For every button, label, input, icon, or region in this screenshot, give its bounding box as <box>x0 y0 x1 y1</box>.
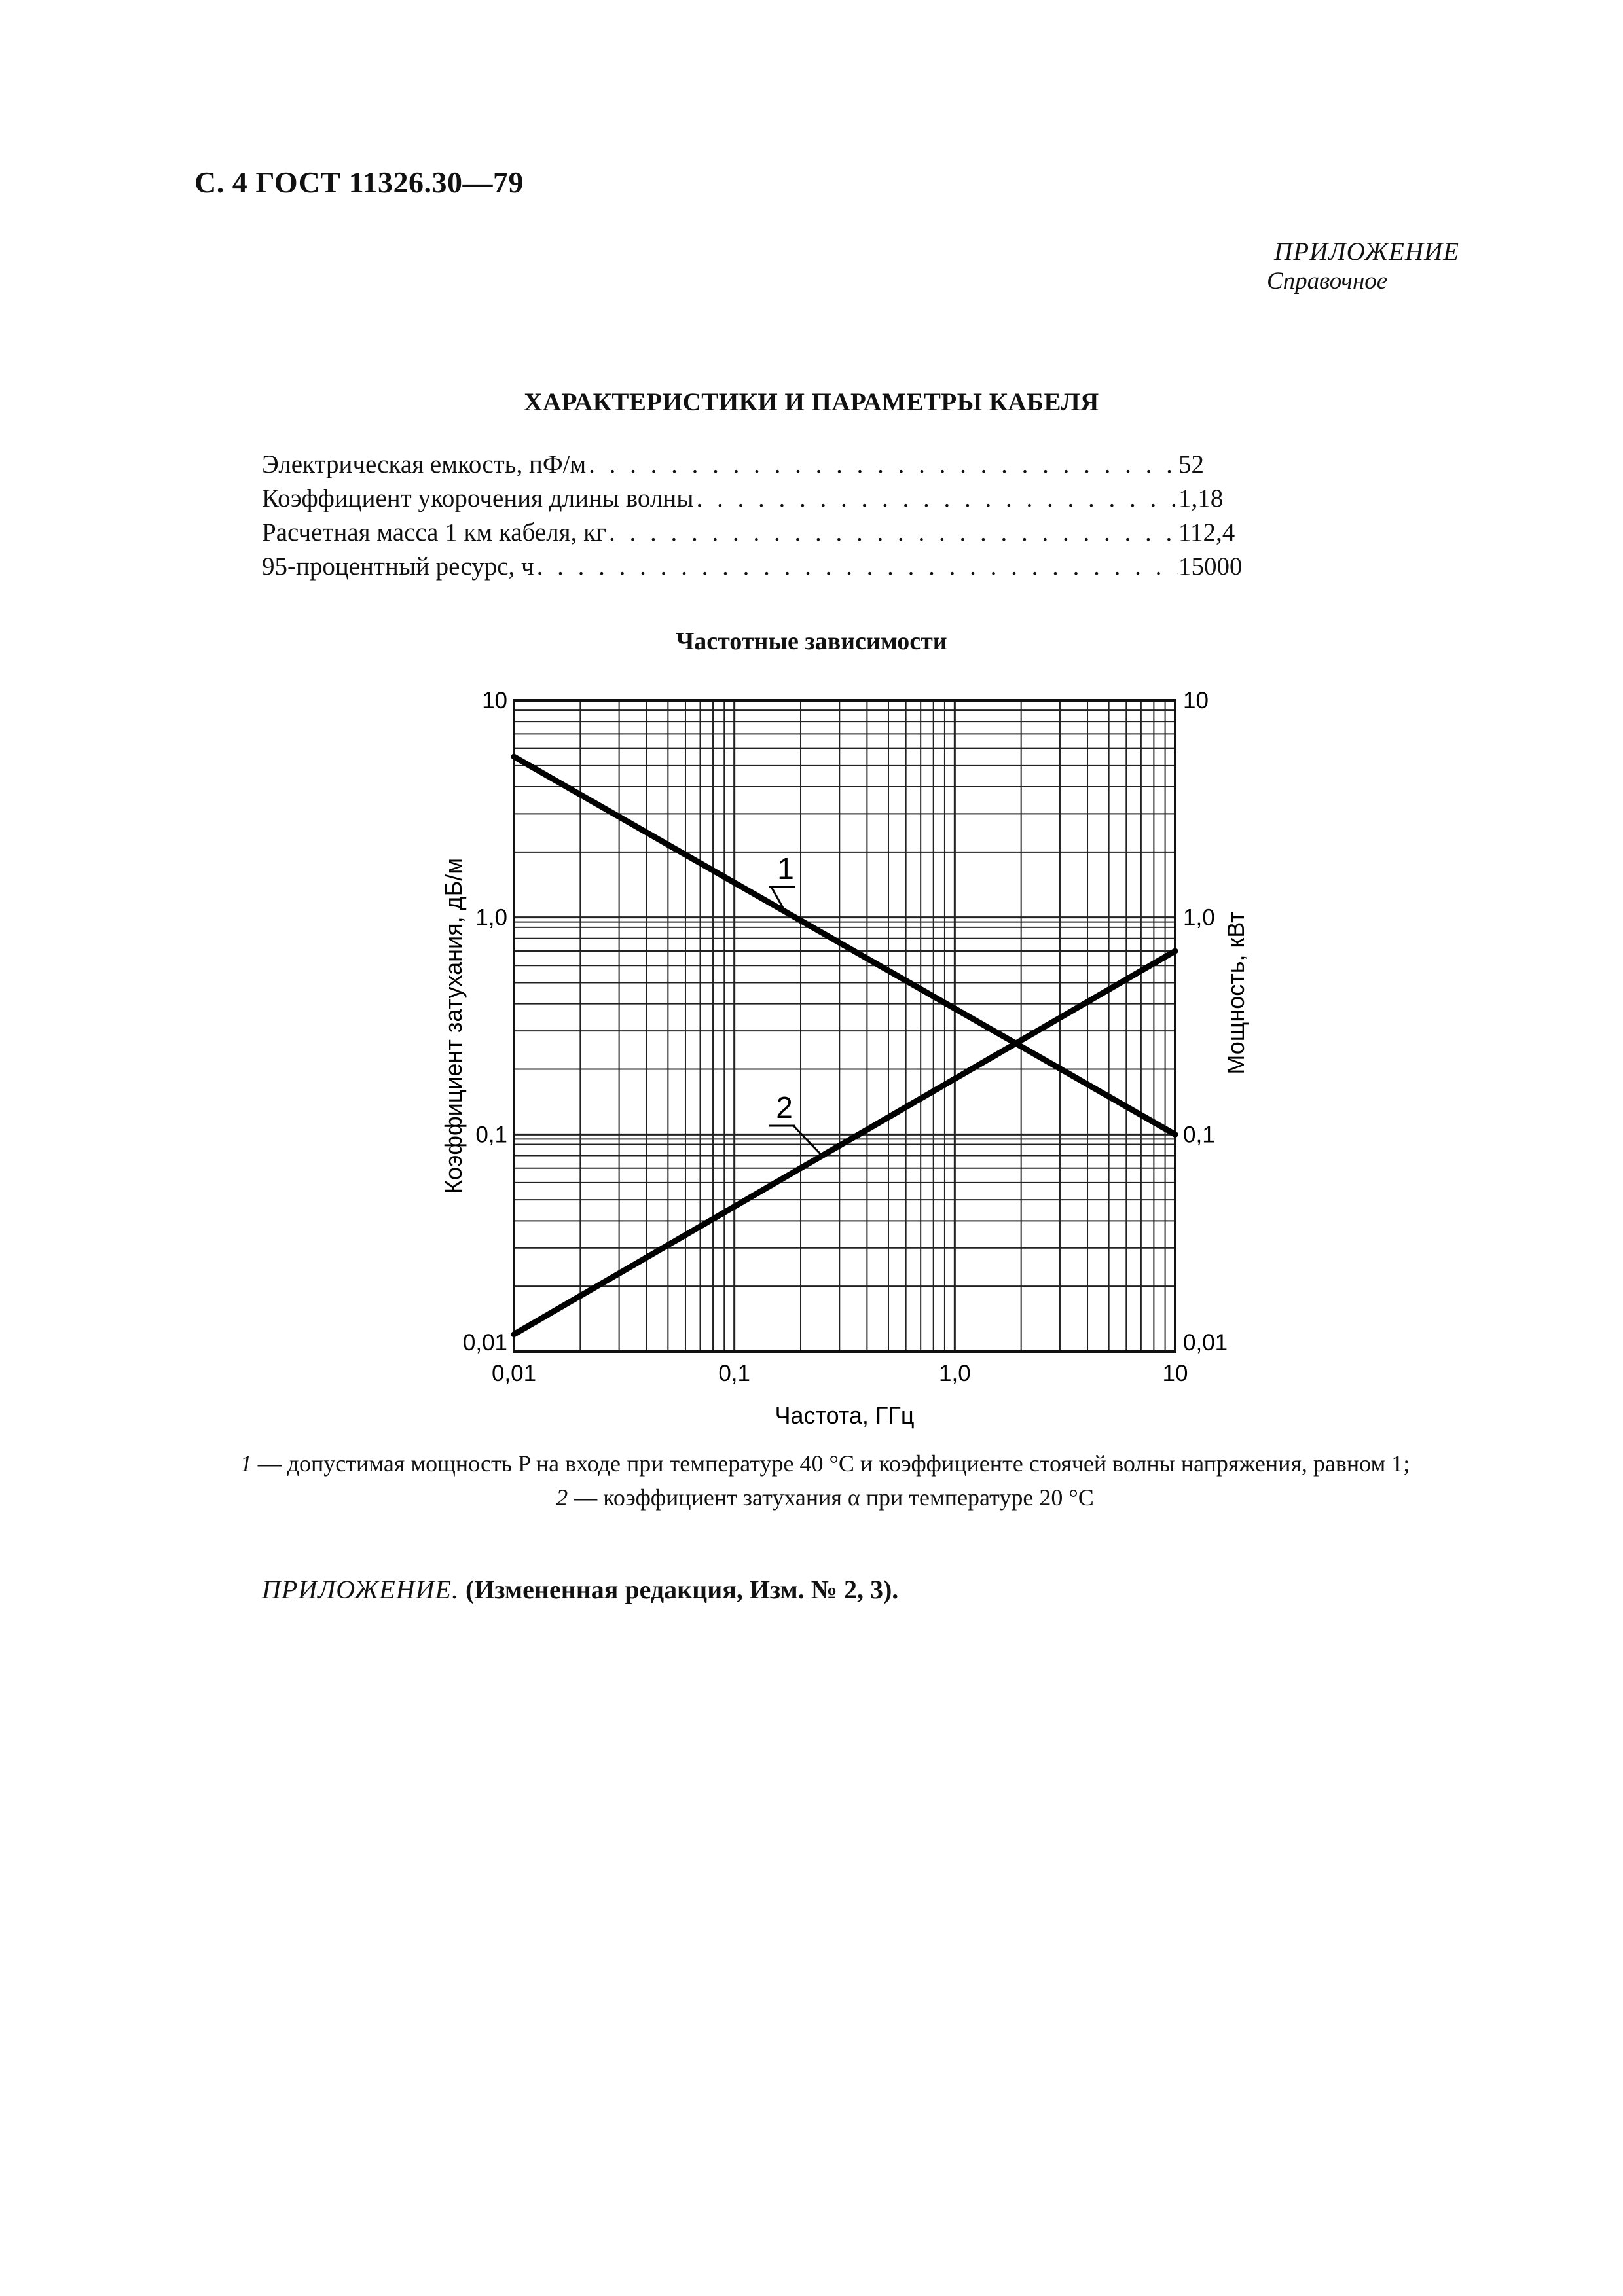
y-tick-label-right: 0,1 <box>1183 1122 1215 1148</box>
param-value: 15000 <box>1178 552 1243 581</box>
x-axis-label: Частота, ГГц <box>775 1402 915 1429</box>
annotation-leader-2 <box>793 1126 822 1156</box>
x-tick-label: 0,1 <box>718 1361 750 1386</box>
chart-caption <box>196 1446 1453 1515</box>
annotation-label-2: 2 <box>776 1090 793 1124</box>
annotation-label-1: 1 <box>777 852 794 886</box>
caption-num-1: 1 <box>240 1450 252 1477</box>
caption-line-1 <box>196 1446 1453 1480</box>
param-value: 52 <box>1178 450 1204 478</box>
appendix-subtitle: Справочное <box>1267 268 1388 295</box>
y-axis-label-right: Мощность, кВт <box>1222 912 1249 1075</box>
y-tick-label-left: 10 <box>482 688 507 713</box>
footnote <box>262 1574 898 1605</box>
chart-title: Частотные зависимости <box>676 628 947 655</box>
y-tick-label-left: 1,0 <box>475 905 507 931</box>
caption-text-2: — коэффициент затухания α при температуре 20 °С <box>568 1484 1094 1511</box>
y-tick-label-left: 0,1 <box>475 1122 507 1148</box>
param-value: 112,4 <box>1178 518 1235 547</box>
y-tick-label-right: 10 <box>1183 688 1209 713</box>
y-tick-label-right: 1,0 <box>1183 905 1215 931</box>
series-line-2 <box>514 951 1175 1335</box>
y-tick-label-right: 0,01 <box>1183 1330 1228 1355</box>
appendix-title: ПРИЛОЖЕНИЕ <box>1274 238 1459 266</box>
plot-frame <box>514 700 1175 1352</box>
caption-text-1: — допустимая мощность P на входе при температуре 40 °С и коэффициенте стоячей волны напряжения, равном 1; <box>251 1450 1410 1477</box>
page-header: С. 4 ГОСТ 11326.30—79 <box>194 166 524 199</box>
param-label: Коэффициент укорочения длины волны <box>262 484 694 512</box>
caption-line-2 <box>196 1480 1453 1515</box>
y-tick-label-left: 0,01 <box>462 1330 507 1355</box>
chart-grid <box>514 700 1175 1352</box>
param-label: Электрическая емкость, пФ/м <box>262 450 587 478</box>
x-tick-label: 10 <box>1162 1361 1188 1386</box>
footnote-bold: (Измененная редакция, Изм. № 2, 3). <box>458 1575 899 1604</box>
param-label: 95-процентный ресурс, ч <box>262 552 534 581</box>
section-heading: ХАРАКТЕРИСТИКИ И ПАРАМЕТРЫ КАБЕЛЯ <box>524 388 1099 416</box>
footnote-italic: ПРИЛОЖЕНИЕ. <box>262 1575 459 1604</box>
y-axis-label-left: Коэффициент затухания, дБ/м <box>440 858 467 1194</box>
x-tick-label: 1,0 <box>939 1361 971 1386</box>
param-label: Расчетная масса 1 км кабеля, кг <box>262 518 607 547</box>
x-tick-label: 0,01 <box>491 1361 537 1386</box>
caption-num-2: 2 <box>556 1484 568 1511</box>
param-value: 1,18 <box>1178 484 1224 512</box>
